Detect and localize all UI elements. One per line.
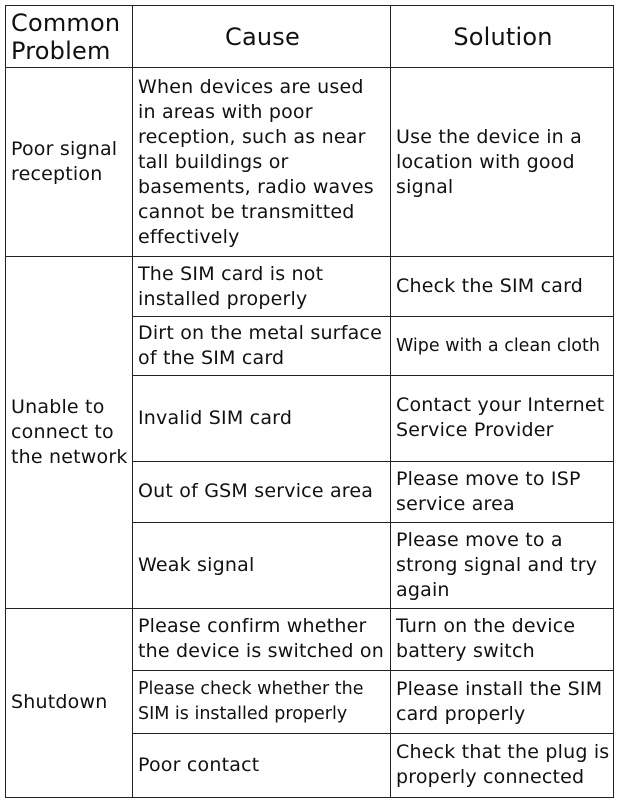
cause-cell: Please confirm whether the device is switched on — [133, 608, 391, 670]
solution-cell: Please move to ISP service area — [391, 461, 614, 522]
header-solution: Solution — [391, 6, 614, 68]
troubleshooting-table — [5, 5, 614, 798]
cause-cell: Please check whether the SIM is installed properly — [133, 670, 391, 733]
table-row — [6, 257, 614, 317]
cause-cell: Weak signal — [133, 522, 391, 608]
header-cause: Cause — [133, 6, 391, 68]
table-row — [6, 608, 614, 670]
cause-cell: Out of GSM service area — [133, 461, 391, 522]
cause-cell: The SIM card is not installed properly — [133, 257, 391, 317]
cause-cell: Poor contact — [133, 733, 391, 797]
header-common-problem: Common Problem — [6, 6, 133, 68]
cause-cell: When devices are used in areas with poor reception, such as near tall buildings or basements, radio waves cannot be transmitted effectively — [133, 68, 391, 257]
solution-cell: Please install the SIM card properly — [391, 670, 614, 733]
problem-cell-shutdown: Shutdown — [6, 608, 133, 797]
solution-cell: Contact your Internet Service Provider — [391, 376, 614, 461]
problem-cell-unable-to-connect: Unable to connect to the network — [6, 257, 133, 608]
cause-cell: Dirt on the metal surface of the SIM card — [133, 317, 391, 376]
solution-cell: Turn on the device battery switch — [391, 608, 614, 670]
cause-cell: Invalid SIM card — [133, 376, 391, 461]
solution-cell: Wipe with a clean cloth — [391, 317, 614, 376]
solution-cell: Please move to a strong signal and try again — [391, 522, 614, 608]
solution-cell: Check the SIM card — [391, 257, 614, 317]
problem-cell-poor-signal: Poor signal reception — [6, 68, 133, 257]
table-row — [6, 68, 614, 257]
solution-cell: Check that the plug is properly connected — [391, 733, 614, 797]
table-header-row — [6, 6, 614, 68]
solution-cell: Use the device in a location with good signal — [391, 68, 614, 257]
